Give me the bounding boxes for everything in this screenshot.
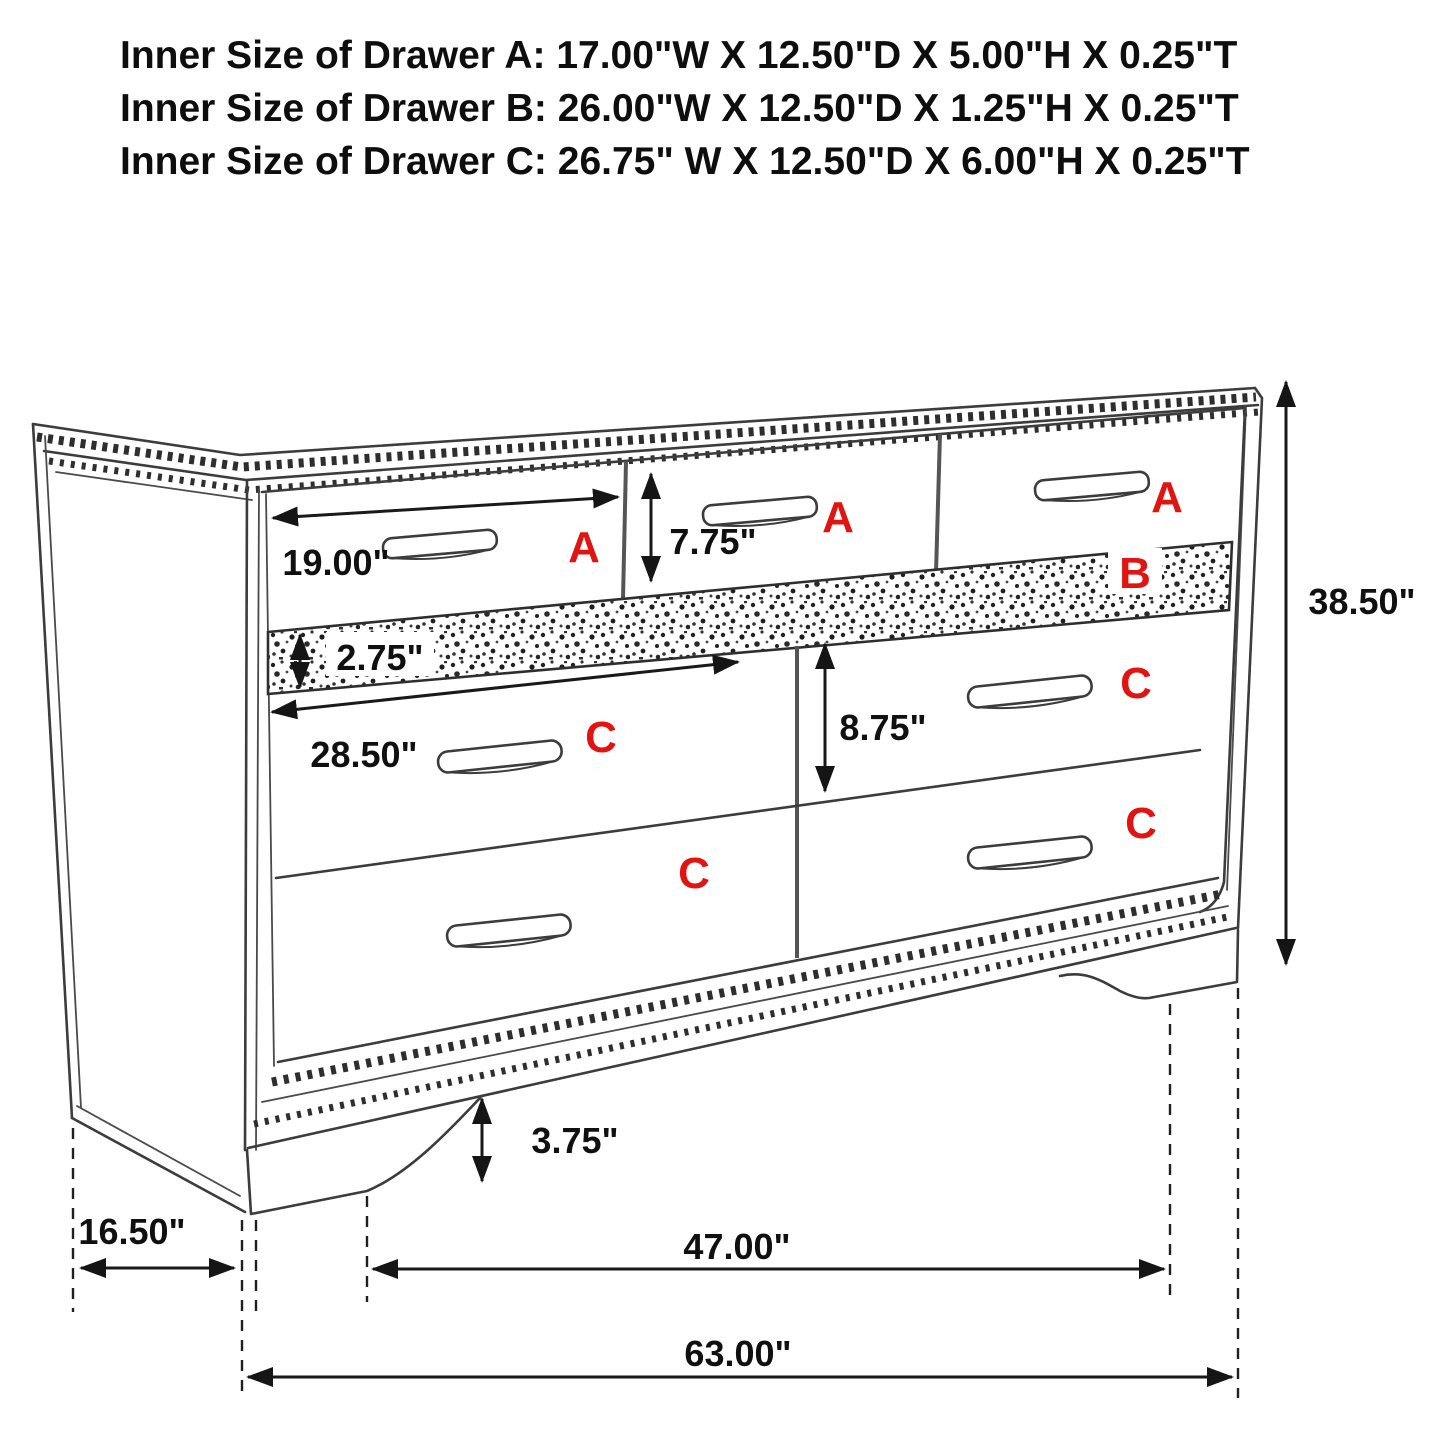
dim-overall-width xyxy=(248,1333,1232,1377)
front-left-stile-inner xyxy=(256,489,259,1150)
dim-overall-height-label: 38.50" xyxy=(1308,581,1416,622)
base-mid-edge xyxy=(262,906,1228,1102)
front-bottom-inner-rail xyxy=(278,878,1218,1062)
right-foot xyxy=(1060,930,1238,998)
header-line-1: Inner Size of Drawer A: 17.00"W X 12.50"D X 5.00"H X 0.25"T xyxy=(120,34,1238,77)
dim-foot-height xyxy=(482,1099,619,1181)
side-bottom-edge xyxy=(72,1118,245,1212)
dim-overall-width-label: 63.00" xyxy=(684,1333,792,1374)
base-hatch-2 xyxy=(254,916,1232,1124)
dim-overall-height xyxy=(1286,382,1416,964)
side-panel xyxy=(33,424,245,1212)
dim-foot-span xyxy=(373,1226,1164,1269)
dim-band-height-label: 2.75" xyxy=(336,637,424,678)
front-left-inner-edge xyxy=(266,494,274,1066)
side-bottom-inner-edge xyxy=(77,1106,240,1196)
side-left-edge xyxy=(33,424,72,1118)
band-b-label: B xyxy=(1119,549,1151,598)
drawer-c-upper-left-label: C xyxy=(585,713,617,762)
left-foot xyxy=(247,1098,480,1214)
base-and-feet xyxy=(247,894,1238,1214)
drawer-a3-label: A xyxy=(1151,473,1183,522)
drawer-a3-handle xyxy=(1034,471,1150,505)
dim-foot-span-label: 47.00" xyxy=(683,1226,791,1267)
drawer-a1-handle xyxy=(382,529,498,563)
side-left-inner-edge xyxy=(45,436,81,1108)
drawer-c-lower-left-label: C xyxy=(678,849,710,898)
divider-a2-a3 xyxy=(936,434,940,573)
dim-drawer-a-width-arrow xyxy=(273,497,618,518)
base-hatch-1 xyxy=(272,894,1222,1082)
dim-depth-label: 16.50" xyxy=(78,1211,186,1252)
header-line-2: Inner Size of Drawer B: 26.00"W X 12.50"D X 1.25"H X 0.25"T xyxy=(120,87,1239,130)
dim-depth xyxy=(78,1211,234,1268)
dim-drawer-c-height xyxy=(825,644,927,791)
top-bevel-hatch-1 xyxy=(37,397,1256,467)
top-outer-edge xyxy=(33,388,1255,455)
front-right-stile-inner xyxy=(1200,408,1245,912)
drawer-c-upper-left-handle xyxy=(437,740,563,778)
dim-foot-height-label: 3.75" xyxy=(531,1120,619,1161)
drawer-a2-label: A xyxy=(822,493,854,542)
dim-drawer-a-height xyxy=(651,474,757,581)
drawer-c-upper-right-label: C xyxy=(1120,659,1152,708)
extension-lines xyxy=(73,988,1238,1398)
divider-a1-a2 xyxy=(623,461,626,600)
drawer-rows-c xyxy=(276,646,1200,958)
drawer-c-upper-right-handle xyxy=(967,675,1093,713)
drawer-c-lower-right-label: C xyxy=(1125,799,1157,848)
dim-drawer-c-width-label: 28.50" xyxy=(310,734,418,775)
dim-drawer-c-height-label: 8.75" xyxy=(839,707,927,748)
front-left-stile-outer xyxy=(245,481,247,1150)
drawer-c-lower-right-handle xyxy=(967,836,1093,874)
header-note xyxy=(120,34,1250,183)
dim-drawer-a-width-label: 19.00" xyxy=(282,542,390,583)
drawer-a1-label: A xyxy=(568,523,600,572)
drawer-c-lower-left-handle xyxy=(446,914,572,952)
header-line-3: Inner Size of Drawer C: 26.75" W X 12.50"D X 6.00"H X 0.25"T xyxy=(120,140,1250,183)
dim-drawer-a-height-label: 7.75" xyxy=(669,521,757,562)
